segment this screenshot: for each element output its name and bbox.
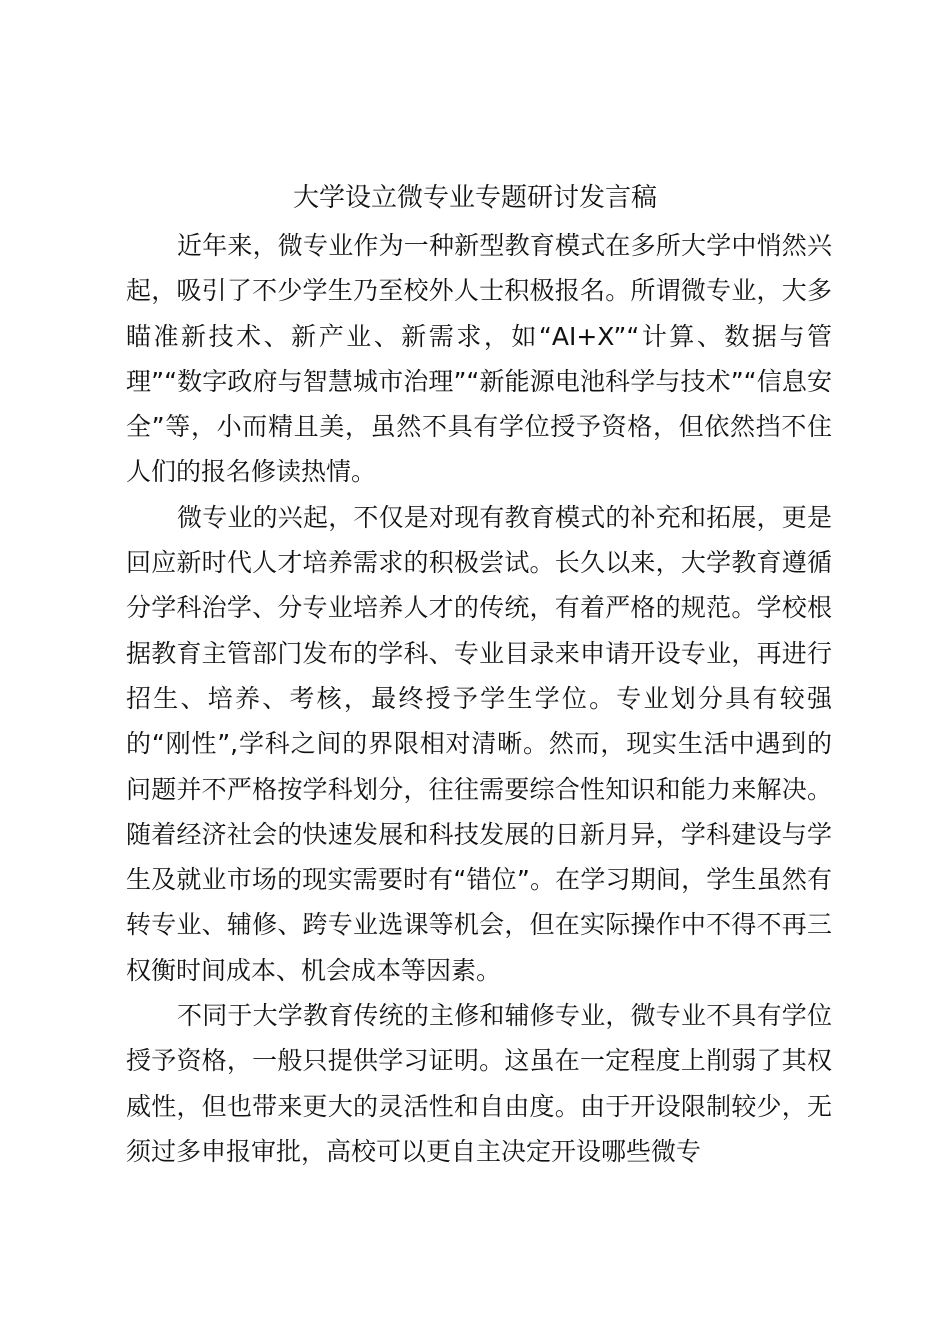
document-title: 大学设立微专业专题研讨发言稿 (292, 183, 657, 213)
paragraph-1: 近年来，微专业作为一种新型教育模式在多所大学中悄然兴起，吸引了不少学生乃至校外人士积极报名。所谓微专业，大多瞄准新技术、新产业、新需求，如“AI+X”“计算、数据与管理”“数字政府与智慧城市治理”“新能源电池科学与技术”“信息安全”等，小而精且美，虽然不具有学位授予资格，但依然挡不住人们的报名修读热情。 (126, 231, 832, 487)
document-body (126, 223, 832, 1174)
paragraph-2: 微专业的兴起，不仅是对现有教育模式的补充和拓展，更是回应新时代人才培养需求的积极尝试。长久以来，大学教育遵循分学科治学、分专业培养人才的传统，有着严格的规范。学校根据教育主管部门发布的学科、专业目录来申请开设专业，再进行招生、培养、考核，最终授予学生学位。专业划分具有较强的“刚性”,学科之间的界限相对清晰。然而，现实生活中遇到的问题并不严格按学科划分，往往需要综合性知识和能力来解决。随着经济社会的快速发展和科技发展的日新月异，学科建设与学生及就业市场的现实需要时有“错位”。在学习期间，学生虽然有转专业、辅修、跨专业选课等机会，但在实际操作中不得不再三权衡时间成本、机会成本等因素。 (126, 502, 832, 985)
paragraph-3: 不同于大学教育传统的主修和辅修专业，微专业不具有学位授予资格，一般只提供学习证明。这虽在一定程度上削弱了其权威性，但也带来更大的灵活性和自由度。由于开设限制较少，无须过多申报审批，高校可以更自主决定开设哪些微专 (126, 1001, 832, 1166)
